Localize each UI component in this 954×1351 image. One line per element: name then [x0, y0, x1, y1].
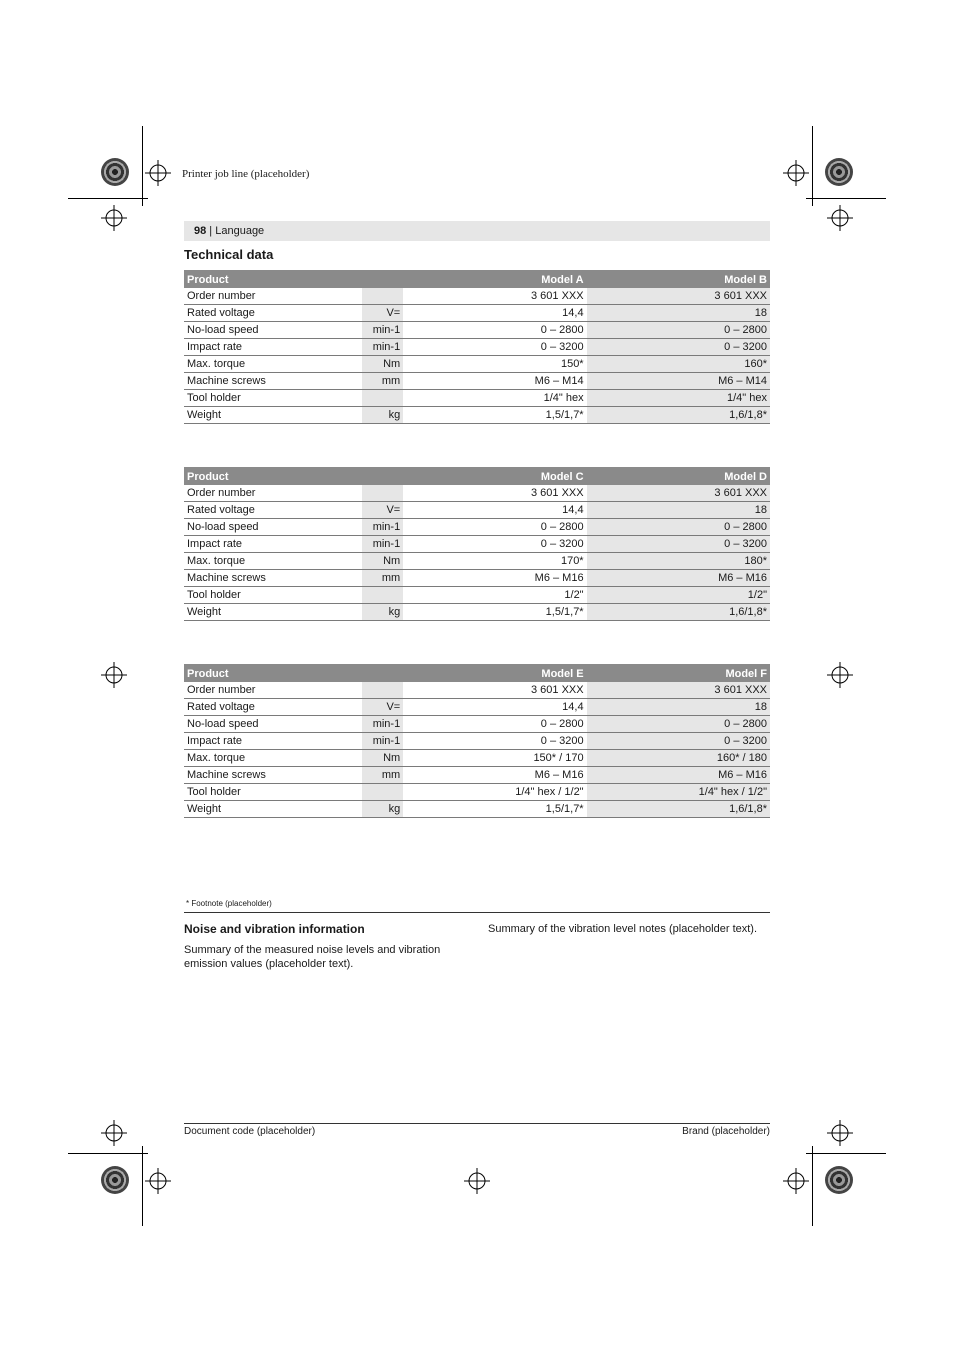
table-row — [184, 801, 770, 818]
spec-table-header — [184, 664, 770, 682]
row-label: Tool holder — [184, 390, 362, 407]
table-row — [184, 570, 770, 587]
table-row — [184, 407, 770, 424]
row-label: Impact rate — [184, 536, 362, 553]
footer-left: Document code (placeholder) — [184, 1126, 316, 1137]
row-unit: min-1 — [362, 322, 404, 339]
registration-mark-icon — [827, 205, 853, 231]
row-label: Tool holder — [184, 784, 362, 801]
row-label: No-load speed — [184, 716, 362, 733]
table-row — [184, 322, 770, 339]
table-row — [184, 587, 770, 604]
row-value-a: 1/2" — [403, 587, 586, 604]
row-value-b: 160* — [587, 356, 770, 373]
row-value-a: 3 601 XXX — [403, 682, 586, 699]
table-row — [184, 502, 770, 519]
row-value-b: 0 – 2800 — [587, 716, 770, 733]
info-right-column — [488, 922, 771, 939]
registration-mark-icon — [145, 1168, 171, 1194]
registration-mark-icon — [827, 662, 853, 688]
header-unit — [362, 664, 404, 682]
row-value-a: 3 601 XXX — [403, 485, 586, 502]
footnote: * Footnote (placeholder) — [186, 899, 272, 908]
row-label: No-load speed — [184, 519, 362, 536]
header-model-b: Model B — [587, 270, 770, 288]
row-label: Machine screws — [184, 570, 362, 587]
row-value-b: 180* — [587, 553, 770, 570]
header-product: Product — [184, 467, 362, 485]
crop-mark — [142, 1146, 143, 1226]
crop-mark — [68, 1153, 148, 1154]
row-value-a: 14,4 — [403, 502, 586, 519]
header-product: Product — [184, 270, 362, 288]
header-product: Product — [184, 664, 362, 682]
row-value-a: 1,5/1,7* — [403, 407, 586, 424]
registration-mark-icon — [783, 1168, 809, 1194]
row-unit: kg — [362, 407, 404, 424]
header-model-a: Model A — [403, 270, 586, 288]
table-row — [184, 288, 770, 305]
row-unit: min-1 — [362, 536, 404, 553]
row-label: Rated voltage — [184, 699, 362, 716]
row-value-a: 0 – 2800 — [403, 716, 586, 733]
row-value-b: 1/4" hex — [587, 390, 770, 407]
spec-table — [184, 467, 770, 621]
row-unit: Nm — [362, 750, 404, 767]
row-value-a: 1/4" hex — [403, 390, 586, 407]
spec-table-header — [184, 467, 770, 485]
row-value-a: 3 601 XXX — [403, 288, 586, 305]
row-value-b: 1/2" — [587, 587, 770, 604]
row-value-b: M6 – M16 — [587, 570, 770, 587]
header-model-b: Model D — [587, 467, 770, 485]
row-value-a: 1/4" hex / 1/2" — [403, 784, 586, 801]
row-unit: min-1 — [362, 733, 404, 750]
table-row — [184, 784, 770, 801]
table-row — [184, 699, 770, 716]
row-unit — [362, 682, 404, 699]
registration-mark-icon — [101, 1120, 127, 1146]
row-unit: kg — [362, 604, 404, 621]
row-label: Max. torque — [184, 750, 362, 767]
header-unit — [362, 467, 404, 485]
header-model-b: Model F — [587, 664, 770, 682]
row-value-b: 1/4" hex / 1/2" — [587, 784, 770, 801]
info-left-text: Summary of the measured noise levels and vibration emission values (placeholder text). — [184, 943, 441, 970]
row-label: Rated voltage — [184, 502, 362, 519]
crop-mark — [68, 198, 148, 199]
row-label: Machine screws — [184, 767, 362, 784]
table-row — [184, 390, 770, 407]
row-unit — [362, 390, 404, 407]
page-language: Language — [215, 225, 265, 237]
table-row — [184, 305, 770, 322]
row-value-a: 150* — [403, 356, 586, 373]
color-rosette-icon — [101, 1166, 129, 1194]
row-value-a: 14,4 — [403, 699, 586, 716]
row-unit: min-1 — [362, 519, 404, 536]
registration-mark-icon — [101, 205, 127, 231]
row-value-a: 150* / 170 — [403, 750, 586, 767]
row-value-a: 0 – 2800 — [403, 519, 586, 536]
table-row — [184, 485, 770, 502]
divider — [184, 912, 770, 913]
registration-mark-icon — [827, 1120, 853, 1146]
row-value-b: 18 — [587, 699, 770, 716]
row-unit — [362, 485, 404, 502]
row-value-b: 0 – 2800 — [587, 322, 770, 339]
row-label: Weight — [184, 604, 362, 621]
spec-table — [184, 270, 770, 424]
table-row — [184, 682, 770, 699]
table-row — [184, 767, 770, 784]
info-title: Noise and vibration information — [184, 922, 365, 936]
row-value-b: 3 601 XXX — [587, 682, 770, 699]
spec-table-header — [184, 270, 770, 288]
row-label: Order number — [184, 682, 362, 699]
row-value-a: 1,5/1,7* — [403, 801, 586, 818]
table-row — [184, 356, 770, 373]
row-unit: min-1 — [362, 339, 404, 356]
row-value-b: 0 – 3200 — [587, 536, 770, 553]
table-row — [184, 519, 770, 536]
row-unit: mm — [362, 767, 404, 784]
crop-mark — [806, 1153, 886, 1154]
row-value-b: 0 – 3200 — [587, 733, 770, 750]
color-rosette-icon — [101, 158, 129, 186]
table-row — [184, 339, 770, 356]
row-unit: Nm — [362, 553, 404, 570]
spec-table — [184, 664, 770, 818]
row-value-a: M6 – M16 — [403, 570, 586, 587]
row-value-a: M6 – M16 — [403, 767, 586, 784]
row-value-a: M6 – M14 — [403, 373, 586, 390]
crop-mark — [812, 1146, 813, 1226]
row-value-a: 170* — [403, 553, 586, 570]
table-row — [184, 553, 770, 570]
row-label: Impact rate — [184, 339, 362, 356]
table-row — [184, 604, 770, 621]
row-unit: kg — [362, 801, 404, 818]
row-label: Order number — [184, 485, 362, 502]
table-row — [184, 536, 770, 553]
header-model-a: Model E — [403, 664, 586, 682]
row-value-a: 14,4 — [403, 305, 586, 322]
row-label: Order number — [184, 288, 362, 305]
row-value-b: 1,6/1,8* — [587, 407, 770, 424]
row-value-b: M6 – M14 — [587, 373, 770, 390]
row-label: No-load speed — [184, 322, 362, 339]
info-right-text: Summary of the vibration level notes (placeholder text). — [488, 923, 758, 935]
row-value-b: 0 – 2800 — [587, 519, 770, 536]
row-unit — [362, 784, 404, 801]
row-value-b: 3 601 XXX — [587, 288, 770, 305]
row-unit — [362, 587, 404, 604]
row-value-a: 1,5/1,7* — [403, 604, 586, 621]
row-unit: min-1 — [362, 716, 404, 733]
row-value-a: 0 – 3200 — [403, 733, 586, 750]
section-title: Technical data — [184, 247, 274, 262]
table-row — [184, 716, 770, 733]
row-label: Machine screws — [184, 373, 362, 390]
registration-mark-icon — [145, 160, 171, 186]
row-unit: mm — [362, 373, 404, 390]
footer-divider — [184, 1123, 770, 1124]
color-rosette-icon — [825, 158, 853, 186]
page-number: 98 — [194, 225, 207, 237]
row-value-b: 0 – 3200 — [587, 339, 770, 356]
row-unit: V= — [362, 699, 404, 716]
row-value-b: M6 – M16 — [587, 767, 770, 784]
printer-job-line: Printer job line (placeholder) — [182, 168, 310, 180]
row-label: Weight — [184, 801, 362, 818]
page-header: 98 | Language — [184, 221, 770, 241]
table-row — [184, 373, 770, 390]
row-value-b: 1,6/1,8* — [587, 801, 770, 818]
row-label: Max. torque — [184, 553, 362, 570]
row-value-a: 0 – 3200 — [403, 536, 586, 553]
registration-mark-icon — [783, 160, 809, 186]
crop-mark — [812, 126, 813, 206]
row-unit: V= — [362, 305, 404, 322]
color-rosette-icon — [825, 1166, 853, 1194]
row-value-a: 0 – 3200 — [403, 339, 586, 356]
info-left-column — [184, 922, 467, 974]
row-label: Tool holder — [184, 587, 362, 604]
row-label: Rated voltage — [184, 305, 362, 322]
row-label: Impact rate — [184, 733, 362, 750]
row-value-a: 0 – 2800 — [403, 322, 586, 339]
header-unit — [362, 270, 404, 288]
footer-right: Brand (placeholder) — [682, 1126, 770, 1137]
row-value-b: 1,6/1,8* — [587, 604, 770, 621]
header-model-a: Model C — [403, 467, 586, 485]
registration-mark-icon — [101, 662, 127, 688]
crop-mark — [142, 126, 143, 206]
table-row — [184, 733, 770, 750]
row-unit: mm — [362, 570, 404, 587]
row-label: Max. torque — [184, 356, 362, 373]
row-unit: Nm — [362, 356, 404, 373]
row-value-b: 3 601 XXX — [587, 485, 770, 502]
row-value-b: 18 — [587, 502, 770, 519]
row-unit: V= — [362, 502, 404, 519]
row-unit — [362, 288, 404, 305]
row-label: Weight — [184, 407, 362, 424]
row-value-b: 18 — [587, 305, 770, 322]
row-value-b: 160* / 180 — [587, 750, 770, 767]
registration-mark-icon — [464, 1168, 490, 1194]
crop-mark — [806, 198, 886, 199]
table-row — [184, 750, 770, 767]
